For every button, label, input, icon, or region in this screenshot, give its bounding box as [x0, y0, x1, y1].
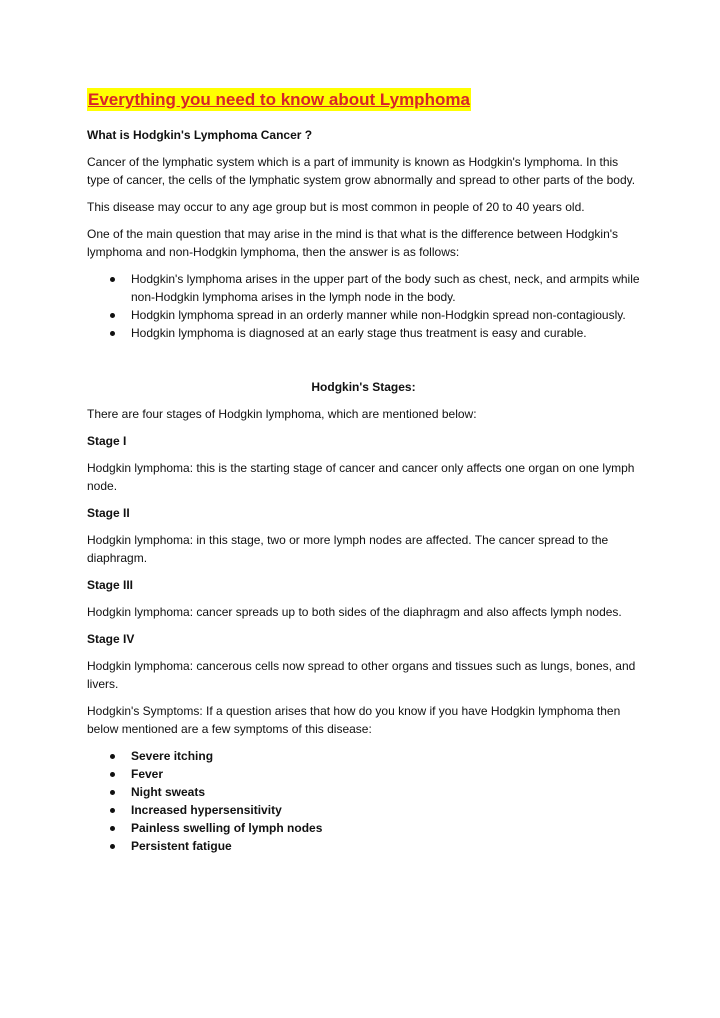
list-item: Fever	[87, 765, 640, 783]
stage-4-heading: Stage IV	[87, 632, 135, 646]
list-item: Severe itching	[87, 747, 640, 765]
page-title: Everything you need to know about Lymphoma	[88, 90, 470, 109]
list-item: Hodgkin's lymphoma arises in the upper part of the body such as chest, neck, and armpits while non-Hodgkin lymphoma arises in the lymph node in the body.	[87, 270, 640, 306]
section-question: What is Hodgkin's Lymphoma Cancer ?	[87, 128, 313, 142]
bullet-icon	[110, 790, 115, 795]
bullet-icon	[110, 313, 115, 318]
bullet-icon	[110, 754, 115, 759]
stage-1-heading: Stage I	[87, 434, 127, 448]
stage-4-text: Hodgkin lymphoma: cancerous cells now spread to other organs and tissues such as lungs, bones, and livers.	[87, 659, 636, 691]
paragraph-difference-intro: One of the main question that may arise in the mind is that what is the difference between Hodgkin's lymphoma and non-Hodgkin lymphoma, then the answer is as follows:	[87, 227, 619, 259]
stages-intro: There are four stages of Hodgkin lymphoma, which are mentioned below:	[87, 407, 477, 421]
bullet-icon	[110, 844, 115, 849]
list-item: Night sweats	[87, 783, 640, 801]
bullet-icon	[110, 331, 115, 336]
paragraph-definition: Cancer of the lymphatic system which is a part of immunity is known as Hodgkin's lymphoma. In this type of cancer, the cells of the lymphatic system grow abnormally and spread to other parts of the body.	[87, 155, 636, 187]
list-item: Persistent fatigue	[87, 837, 640, 855]
symptoms-list	[87, 747, 640, 855]
list-item: Hodgkin lymphoma is diagnosed at an early stage thus treatment is easy and curable.	[87, 324, 640, 342]
stage-2-heading: Stage II	[87, 506, 130, 520]
symptoms-intro: Hodgkin's Symptoms: If a question arises that how do you know if you have Hodgkin lymphoma then below mentioned are a few symptoms of this disease:	[87, 704, 621, 736]
stages-heading: Hodgkin's Stages:	[311, 380, 416, 394]
list-item: Painless swelling of lymph nodes	[87, 819, 640, 837]
differences-list	[87, 270, 640, 342]
paragraph-age-group: This disease may occur to any age group but is most common in people of 20 to 40 years old.	[87, 200, 585, 214]
list-item: Increased hypersensitivity	[87, 801, 640, 819]
bullet-icon	[110, 808, 115, 813]
stage-2-text: Hodgkin lymphoma: in this stage, two or more lymph nodes are affected. The cancer spread to the diaphragm.	[87, 533, 609, 565]
stage-3-heading: Stage III	[87, 578, 134, 592]
stage-1-text: Hodgkin lymphoma: this is the starting stage of cancer and cancer only affects one organ on one lymph node.	[87, 461, 635, 493]
bullet-icon	[110, 277, 115, 282]
bullet-icon	[110, 772, 115, 777]
list-item: Hodgkin lymphoma spread in an orderly manner while non-Hodgkin spread non-contagiously.	[87, 306, 640, 324]
bullet-icon	[110, 826, 115, 831]
stage-3-text: Hodgkin lymphoma: cancer spreads up to both sides of the diaphragm and also affects lymph nodes.	[87, 605, 622, 619]
